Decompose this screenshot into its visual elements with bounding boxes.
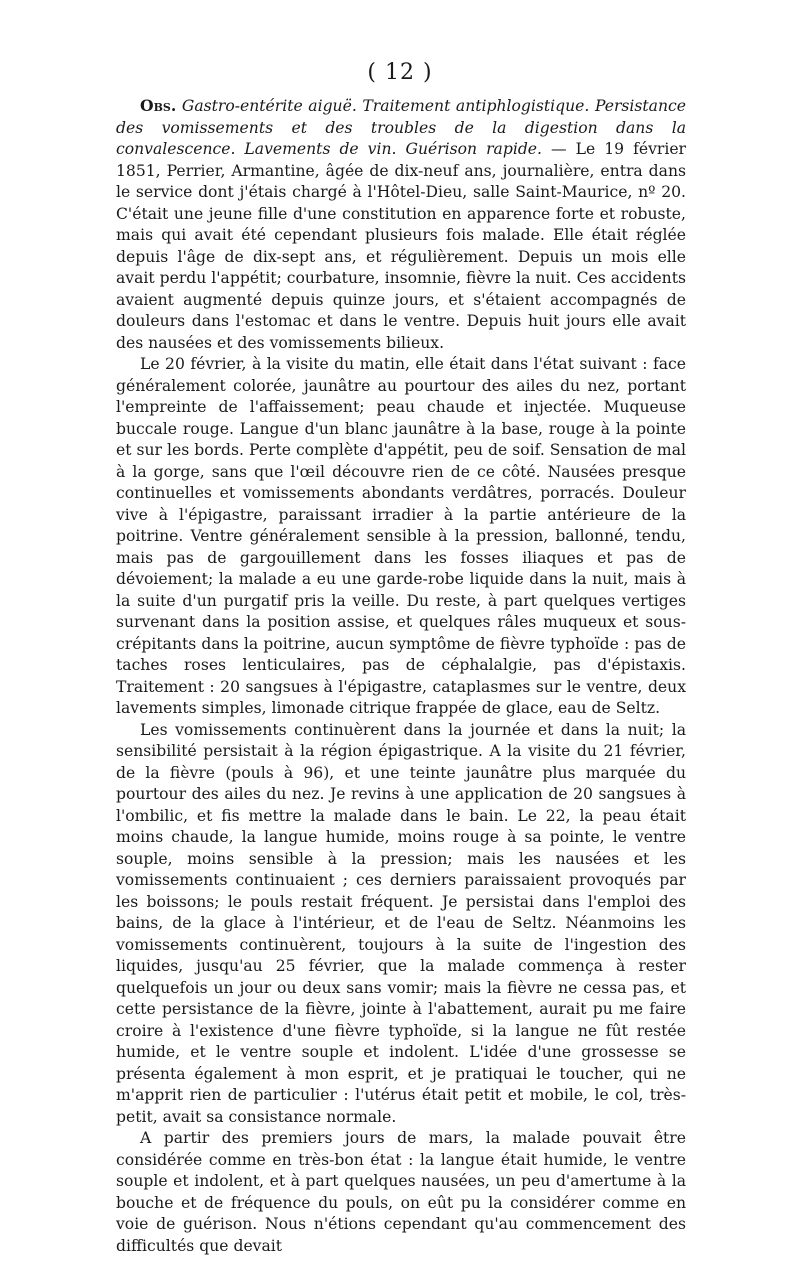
paragraph: Les vomissements continuèrent dans la journée et dans la nuit; la sensibilité persistait à la région épigastrique. A la visite du 21 février, de la fièvre (pouls à 96), et une teinte jaunâtre plus marquée du pourtour des ailes du nez. Je revins à une application de 20 sangsues à l'ombilic, et fis mettre la malade dans le bain. Le 22, la peau était moins chaude, la langue humide, moins rouge à sa pointe, le ventre souple, moins sensible à la pression; mais les nausées et les vomissements continuaient ; ces derniers paraissaient provoqués par les boissons; le pouls restait fréquent. Je persistai dans l'emploi des bains, de la glace à l'intérieur, et de l'eau de Seltz. Néanmoins les vomissements continuèrent, toujours à la suite de l'ingestion des liquides, jusqu'au 25 février, que la malade commença à rester quelquefois un jour ou deux sans vomir; mais la fièvre ne cessa pas, et cette persistance de la fièvre, jointe à l'abattement, aurait pu me faire croire à l'existence d'une fièvre typhoïde, si la langue ne fût restée humide, et le ventre souple et indolent. L'idée d'une grossesse se présenta également à mon esprit, et je pratiquai le toucher, qui ne m'apprit rien de particulier : l'utérus était petit et mobile, le col, très-petit, avait sa consistance normale. <box>116 720 686 1126</box>
page-number: ( 12 ) <box>367 60 433 85</box>
paragraph: Le 20 février, à la visite du matin, elle était dans l'état suivant : face généralement colorée, jaunâtre au pourtour des ailes du nez, portant l'empreinte de l'affaissement; peau chaude et injectée. Muqueuse buccale rouge. Langue d'un blanc jaunâtre à la base, rouge à la pointe et sur les bords. Perte complète d'appétit, peu de soif. Sensation de mal à la gorge, sans que l'œil découvre rien de ce côté. Nausées presque continuelles et vomissements abondants verdâtres, porracés. Douleur vive à l'épigastre, paraissant irradier à la partie antérieure de la poitrine. Ventre généralement sensible à la pression, ballonné, tendu, mais pas de gargouillement dans les fosses iliaques et pas de dévoiement; la malade a eu une garde-robe liquide dans la nuit, mais à la suite d'un purgatif pris la veille. Du reste, à part quelques vertiges survenant dans la position assise, et quelques râles muqueux et sous-crépitants dans la poitrine, aucun symptôme de fièvre typhoïde : pas de taches roses lenticulaires, pas de céphalalgie, pas d'épistaxis. Traitement : 20 sangsues à l'épigastre, cataplasmes sur le ventre, deux lavements simples, limonade citrique frappée de glace, eau de Seltz. <box>116 355 686 717</box>
observation-label: Obs. <box>140 96 177 115</box>
observation-title: Gastro-entérite aiguë. Traitement antiphlogistique. Persistance des vomissements et des troubles de la digestion dans la convalescence. Lavements de vin. Guérison rapide. <box>116 97 686 158</box>
body-text <box>116 95 686 1257</box>
paragraph <box>116 95 686 354</box>
paragraph: A partir des premiers jours de mars, la malade pouvait être considérée comme en très-bon état : la langue était humide, le ventre souple et indolent, et à part quelques nausées, un peu d'amertume à la bouche et de fréquence du pouls, on eût pu la considérer comme en voie de guérison. Nous n'étions cependant qu'au commencement des difficultés que devait <box>116 1129 686 1255</box>
paragraph-text: — Le 19 février 1851, Perrier, Armantine, âgée de dix-neuf ans, journalière, entra dans le service dont j'étais chargé à l'Hôtel-Dieu, salle Saint-Maurice, nº 20. C'était une jeune fille d'une constitution en apparence forte et robuste, mais qui avait été cependant plusieurs fois malade. Elle était réglée depuis l'âge de dix-sept ans, et régulièrement. Depuis un mois elle avait perdu l'appétit; courbature, insomnie, fièvre la nuit. Ces accidents avaient augmenté depuis quinze jours, et s'étaient accompagnés de douleurs dans l'estomac et dans le ventre. Depuis huit jours elle avait des nausées et des vomissements bilieux. <box>116 140 687 352</box>
